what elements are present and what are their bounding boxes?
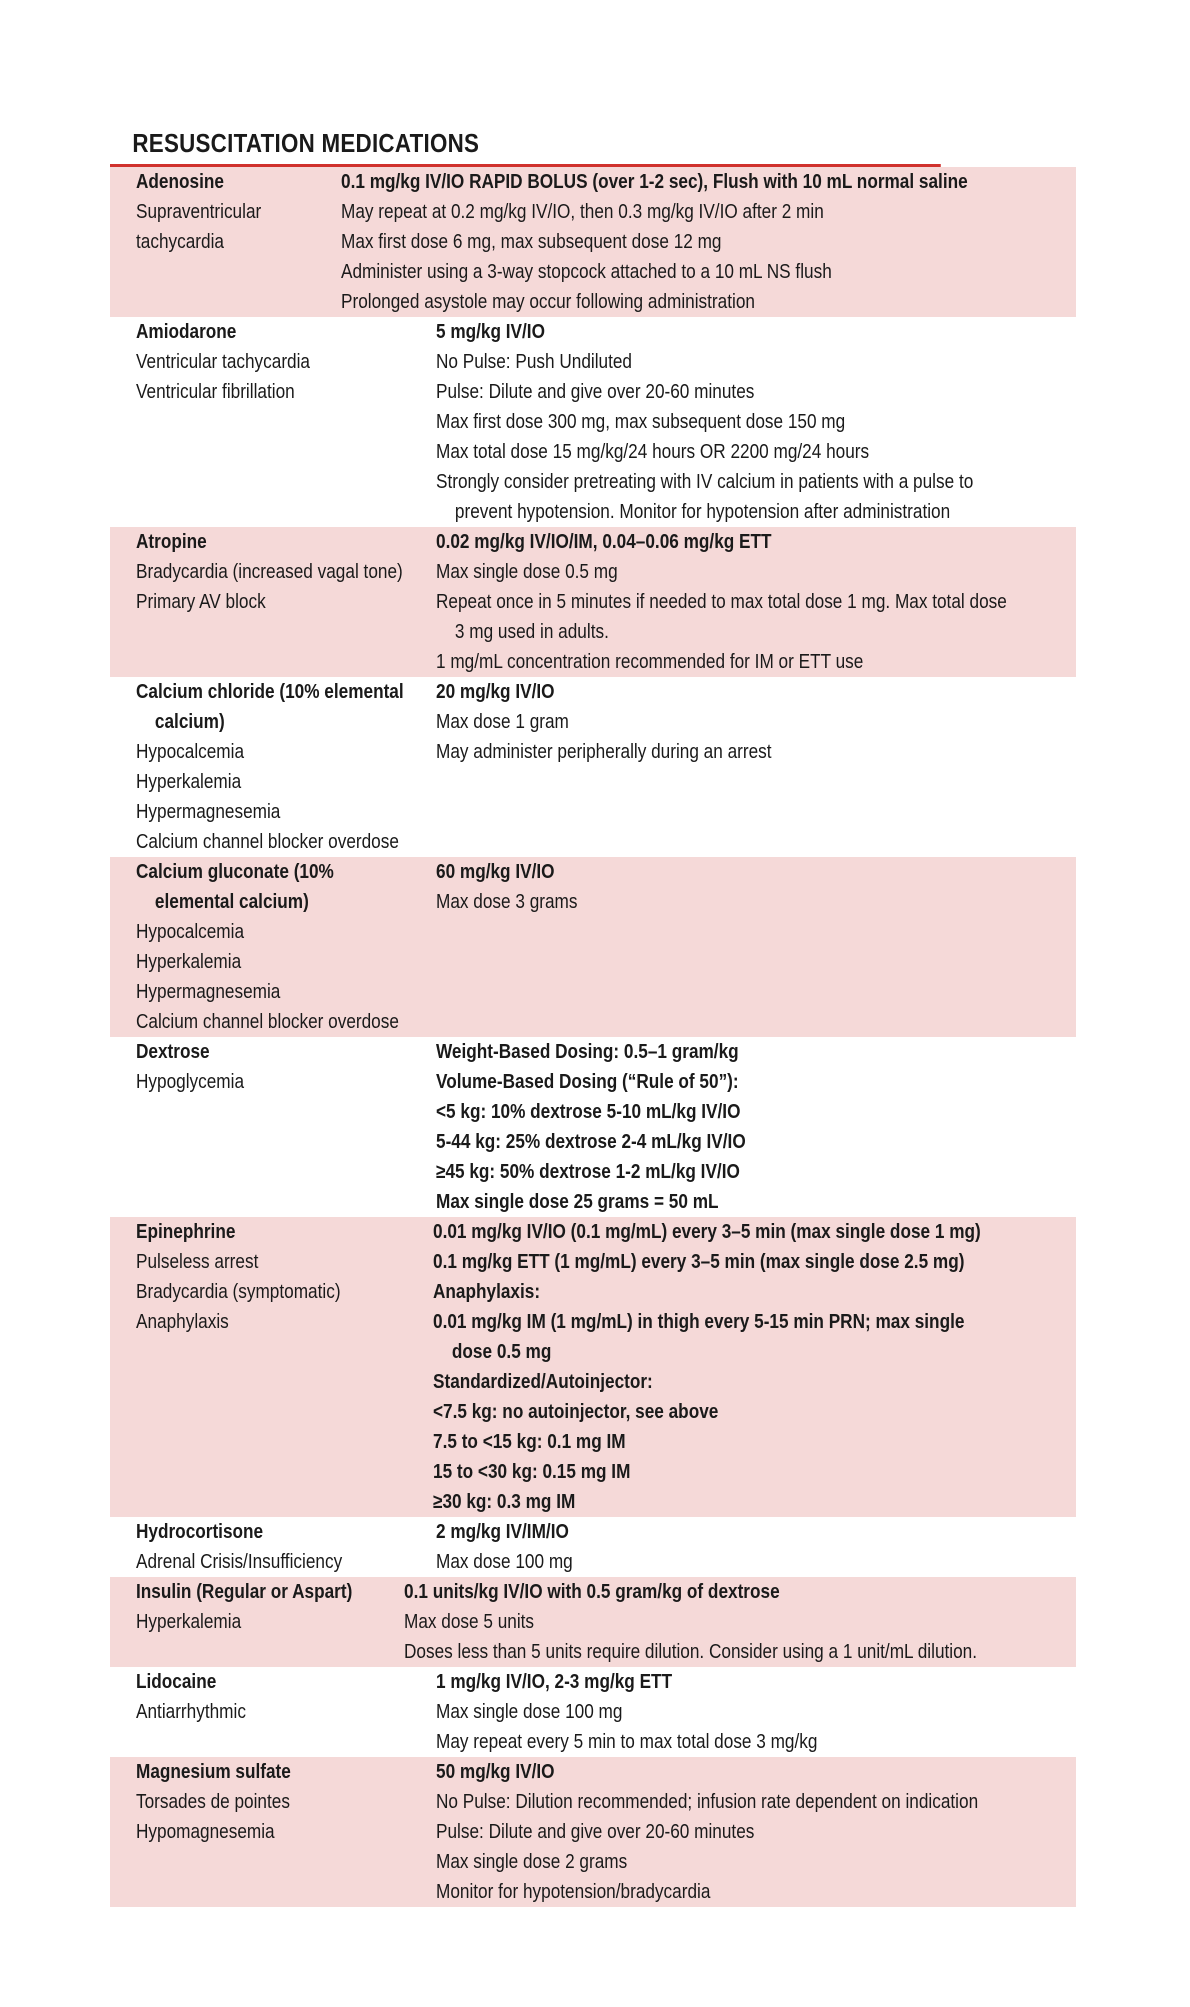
medication-name: Adenosine	[136, 171, 224, 193]
dosing-note: 1 mg/mL concentration recommended for IM or ETT use	[436, 651, 864, 673]
dose-text: 50 mg/kg IV/IO	[436, 1761, 555, 1783]
medication-name: Dextrose	[136, 1041, 210, 1063]
medication-row	[110, 1517, 1076, 1577]
indication-text: Supraventricular	[136, 201, 262, 223]
dosing-cell	[436, 317, 1076, 527]
dosing-note: 7.5 to <15 kg: 0.1 mg IM	[433, 1431, 626, 1453]
page-title: RESUSCITATION MEDICATIONS	[110, 126, 941, 167]
dose-text: 0.1 mg/kg IV/IO RAPID BOLUS (over 1-2 sec), Flush with 10 mL normal saline	[341, 171, 968, 193]
indication-text: Hypomagnesemia	[136, 1821, 275, 1843]
dosing-note: 0.1 mg/kg ETT (1 mg/mL) every 3–5 min (max single dose 2.5 mg)	[433, 1251, 965, 1273]
dosing-note: Doses less than 5 units require dilution. Consider using a 1 unit/mL dilution.	[403, 1641, 977, 1663]
medication-row	[110, 1757, 1076, 1907]
dose-text: 20 mg/kg IV/IO	[436, 681, 555, 703]
dosing-cell	[433, 1217, 1076, 1517]
medication-row	[110, 1667, 1076, 1757]
indication-text: Hypoglycemia	[136, 1071, 245, 1093]
indication-text: Torsades de pointes	[136, 1791, 290, 1813]
dose-text: 5 mg/kg IV/IO	[436, 321, 545, 343]
dosing-cell	[341, 167, 1076, 317]
medication-row	[110, 857, 1076, 1037]
indication-text: Hyperkalemia	[136, 951, 242, 973]
medication-name-cell	[110, 317, 436, 527]
indication-text: Bradycardia (increased vagal tone)	[136, 561, 403, 583]
indication-text: Ventricular fibrillation	[136, 381, 295, 403]
dose-text: 2 mg/kg IV/IM/IO	[436, 1521, 569, 1543]
medication-name-cell	[110, 1577, 404, 1667]
medication-name-cell	[110, 857, 436, 1037]
dosing-note: No Pulse: Push Undiluted	[436, 351, 633, 373]
dosing-note: Anaphylaxis:	[433, 1281, 541, 1303]
dosing-note: May repeat at 0.2 mg/kg IV/IO, then 0.3 mg/kg IV/IO after 2 min	[341, 201, 825, 223]
indication-text: Calcium channel blocker overdose	[136, 1011, 399, 1033]
indication-text: Ventricular tachycardia	[136, 351, 311, 373]
dosing-note: Pulse: Dilute and give over 20-60 minutes	[436, 1821, 755, 1843]
dosing-cell	[436, 527, 1106, 677]
dosing-note: Volume-Based Dosing (“Rule of 50”):	[436, 1071, 739, 1093]
medication-name-cell	[110, 527, 436, 677]
medication-row	[110, 1037, 1076, 1217]
indication-text: calcium)	[154, 711, 225, 733]
dosing-note: Max dose 5 units	[403, 1611, 534, 1633]
indication-text: Hypermagnesemia	[136, 981, 281, 1003]
dosing-note: prevent hypotension. Monitor for hypotension after administration	[454, 501, 951, 523]
dosing-cell	[436, 1037, 1076, 1217]
medication-name: Epinephrine	[136, 1221, 236, 1243]
medication-table-page	[110, 126, 1076, 1907]
dosing-note: 0.01 mg/kg IM (1 mg/mL) in thigh every 5-15 min PRN; max single	[433, 1311, 965, 1333]
medication-row	[110, 677, 1076, 857]
dosing-note: Max single dose 2 grams	[436, 1851, 628, 1873]
medication-name: Lidocaine	[136, 1671, 217, 1693]
indication-text: Anaphylaxis	[136, 1311, 229, 1333]
indication-text: Pulseless arrest	[136, 1251, 259, 1273]
indication-text: tachycardia	[136, 231, 224, 253]
medication-row	[110, 1577, 1076, 1667]
dosing-note: Standardized/Autoinjector:	[433, 1371, 653, 1393]
dosing-note: <7.5 kg: no autoinjector, see above	[433, 1401, 719, 1423]
dosing-note: <5 kg: 10% dextrose 5-10 mL/kg IV/IO	[436, 1101, 741, 1123]
medication-name: Magnesium sulfate	[136, 1761, 291, 1783]
dosing-note: May repeat every 5 min to max total dose 3 mg/kg	[436, 1731, 818, 1753]
dosing-cell	[404, 1577, 1076, 1667]
medication-name: Amiodarone	[136, 321, 237, 343]
medication-name: Atropine	[136, 531, 207, 553]
medication-name: Calcium gluconate (10%	[136, 861, 334, 883]
dosing-note: Max single dose 25 grams = 50 mL	[436, 1191, 719, 1213]
dosing-note: Max first dose 300 mg, max subsequent dose 150 mg	[436, 411, 846, 433]
dosing-cell	[436, 1757, 1076, 1907]
indication-text: Hyperkalemia	[136, 1611, 242, 1633]
dosing-cell	[436, 857, 1076, 1037]
medication-name: Hydrocortisone	[136, 1521, 264, 1543]
dosing-note: Max dose 100 mg	[436, 1551, 573, 1573]
dosing-note: Strongly consider pretreating with IV calcium in patients with a pulse to	[436, 471, 974, 493]
dosing-note: Max dose 1 gram	[436, 711, 569, 733]
dosing-note: No Pulse: Dilution recommended; infusion rate dependent on indication	[436, 1791, 979, 1813]
medication-name-cell	[110, 167, 341, 317]
medication-name-cell	[110, 677, 436, 857]
dosing-note: Prolonged asystole may occur following administration	[341, 291, 756, 313]
dose-text: 1 mg/kg IV/IO, 2-3 mg/kg ETT	[436, 1671, 673, 1693]
medication-row	[110, 527, 1076, 677]
dosing-note: ≥30 kg: 0.3 mg IM	[433, 1491, 576, 1513]
medication-table	[110, 167, 1076, 1907]
dosing-note: ≥45 kg: 50% dextrose 1-2 mL/kg IV/IO	[436, 1161, 740, 1183]
dosing-note: Max single dose 0.5 mg	[436, 561, 618, 583]
dosing-note: Max single dose 100 mg	[436, 1701, 623, 1723]
dosing-note: Monitor for hypotension/bradycardia	[436, 1881, 711, 1903]
indication-text: Hypocalcemia	[136, 741, 245, 763]
dosing-note: Repeat once in 5 minutes if needed to max total dose 1 mg. Max total dose	[436, 591, 1007, 613]
dosing-note: dose 0.5 mg	[452, 1341, 552, 1363]
dosing-note: Pulse: Dilute and give over 20-60 minutes	[436, 381, 755, 403]
medication-name: Insulin (Regular or Aspart)	[136, 1581, 353, 1603]
dosing-note: 3 mg used in adults.	[454, 621, 609, 643]
dosing-note: Max total dose 15 mg/kg/24 hours OR 2200 mg/24 hours	[436, 441, 870, 463]
indication-text: Primary AV block	[136, 591, 266, 613]
medication-name: Calcium chloride (10% elemental	[136, 681, 404, 703]
indication-text: Adrenal Crisis/Insufficiency	[136, 1551, 343, 1573]
medication-name-cell	[110, 1667, 436, 1757]
medication-row	[110, 1217, 1076, 1517]
indication-text: Hyperkalemia	[136, 771, 242, 793]
dose-text: 0.1 units/kg IV/IO with 0.5 gram/kg of dextrose	[403, 1581, 780, 1603]
dosing-note: Max dose 3 grams	[436, 891, 578, 913]
dosing-cell	[436, 1667, 1076, 1757]
medication-name-cell	[110, 1757, 436, 1907]
dose-text: 0.01 mg/kg IV/IO (0.1 mg/mL) every 3–5 min (max single dose 1 mg)	[433, 1221, 981, 1243]
indication-text: Antiarrhythmic	[136, 1701, 246, 1723]
medication-name-cell	[110, 1517, 436, 1577]
dosing-note: Max first dose 6 mg, max subsequent dose 12 mg	[341, 231, 722, 253]
dose-text: Weight-Based Dosing: 0.5–1 gram/kg	[436, 1041, 739, 1063]
indication-text: Bradycardia (symptomatic)	[136, 1281, 341, 1303]
indication-text: Calcium channel blocker overdose	[136, 831, 399, 853]
dosing-note: 5-44 kg: 25% dextrose 2-4 mL/kg IV/IO	[436, 1131, 746, 1153]
dosing-cell	[436, 1517, 1076, 1577]
indication-text: Hypocalcemia	[136, 921, 245, 943]
dose-text: 0.02 mg/kg IV/IO/IM, 0.04–0.06 mg/kg ETT	[436, 531, 772, 553]
medication-name-cell	[110, 1037, 436, 1217]
dose-text: 60 mg/kg IV/IO	[436, 861, 555, 883]
dosing-note: 15 to <30 kg: 0.15 mg IM	[433, 1461, 631, 1483]
dosing-cell	[436, 677, 1076, 857]
medication-name-cell	[110, 1217, 433, 1517]
indication-text: elemental calcium)	[154, 891, 309, 913]
medication-row	[110, 317, 1076, 527]
medication-row	[110, 167, 1076, 317]
indication-text: Hypermagnesemia	[136, 801, 281, 823]
dosing-note: Administer using a 3-way stopcock attached to a 10 mL NS flush	[341, 261, 833, 283]
dosing-note: May administer peripherally during an arrest	[436, 741, 772, 763]
